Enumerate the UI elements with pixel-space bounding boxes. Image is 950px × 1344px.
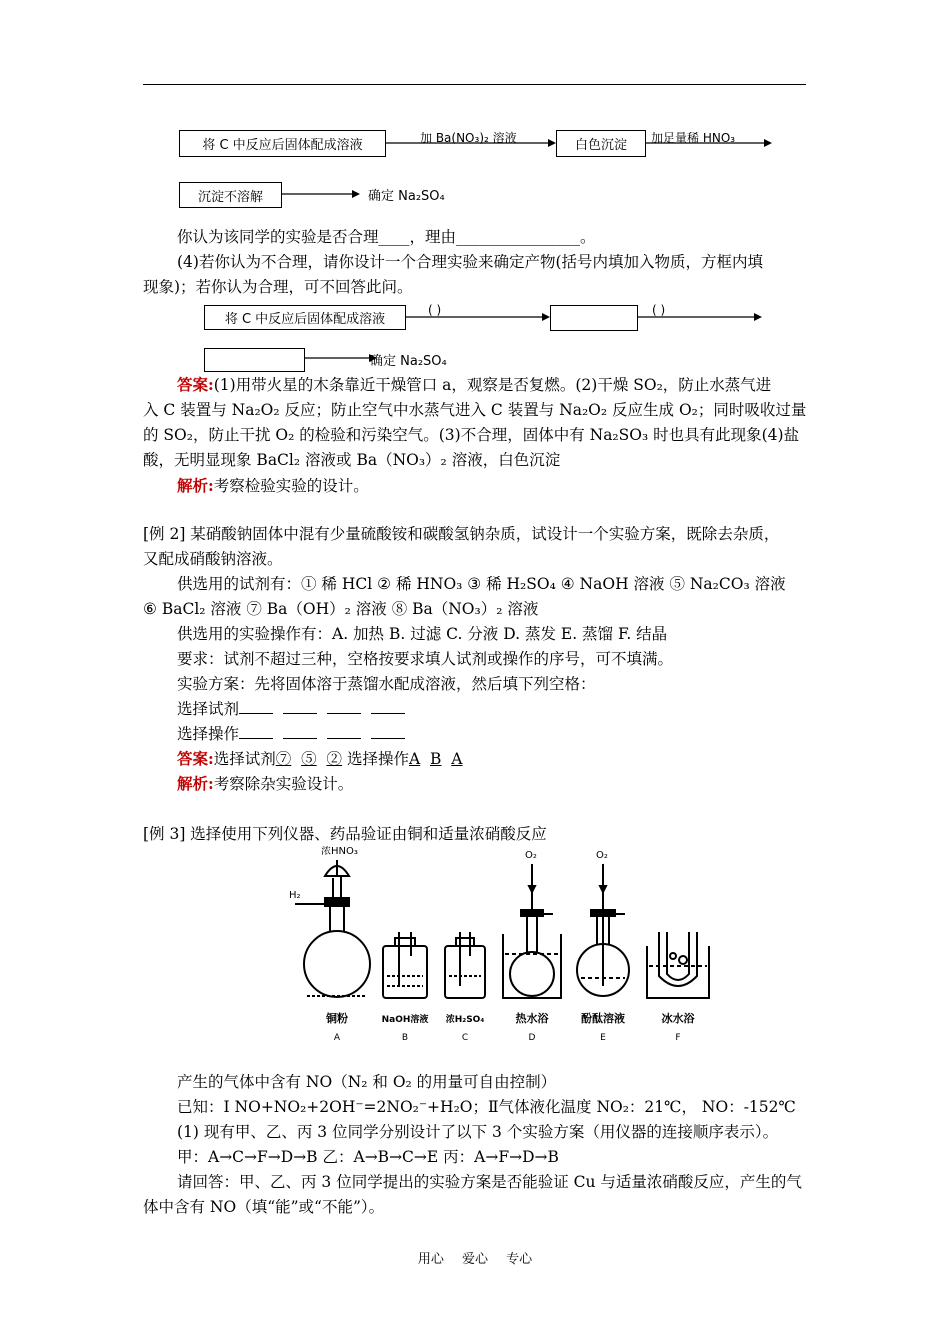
analysis1-text: 考察检验实验的设计。 — [213, 477, 369, 495]
header-rule — [143, 84, 806, 85]
apparatus-e-name: 酚酞溶液 — [581, 1012, 625, 1025]
apparatus-f-name: 冰水浴 — [661, 1012, 695, 1025]
flow2-paren1: ( ) — [428, 303, 442, 317]
answer-label: 答案: — [177, 375, 214, 394]
label-o2-e: O₂ — [596, 850, 608, 861]
flow1-arrow1-label: 加 Ba(NO₃)₂ 溶液 — [420, 131, 517, 145]
flow1-arrow3 — [282, 189, 360, 201]
answer-reagent-3: ② — [326, 750, 343, 768]
u-tube-f — [647, 932, 709, 998]
apparatus-d-letter: D — [528, 1033, 536, 1043]
ex3-title: [例 3] 选择使用下列仪器、药品验证由铜和适量浓硝酸反应 — [143, 825, 547, 843]
flow1-arrow2-label: 加足量稀 HNO₃ — [651, 131, 736, 145]
flow2-result: 确定 Na₂SO₄ — [370, 354, 447, 369]
answer1-line2: 入 C 装置与 Na₂O₂ 反应；防止空气中水蒸气进入 C 装置与 Na₂O₂ 反应生成 O₂；同时吸收过量 — [143, 401, 807, 419]
q3-line: 你认为该同学的实验是否合理____，理由________________。 — [177, 228, 596, 246]
apparatus-b-letter: B — [401, 1033, 409, 1043]
flow1-result: 确定 Na₂SO₄ — [368, 189, 445, 204]
apparatus-c-name: 浓H₂SO₄ — [445, 1015, 485, 1025]
apparatus-a-letter: A — [333, 1033, 341, 1043]
bottle-c — [445, 932, 485, 998]
ex3-line1: 产生的气体中含有 NO（N₂ 和 O₂ 的用量可自由控制） — [177, 1073, 557, 1091]
apparatus-a-name: 铜粉 — [326, 1012, 348, 1025]
flow1-box-solution: 将 C 中反应后固体配成溶液 — [179, 130, 386, 157]
answer-label: 答案: — [177, 749, 214, 768]
flask-a — [295, 860, 370, 997]
ex2-line2: 又配成硝酸钠溶液。 — [143, 550, 283, 568]
answer1-line3: 的 SO₂，防止干扰 O₂ 的检验和污染空气。(3)不合理，固体中有 Na₂SO₃ 时也具有此现象(4)盐 — [143, 426, 800, 444]
ex2-select-reagent — [177, 697, 847, 721]
answer-reagent-text: 选择试剂 — [213, 750, 276, 768]
analysis-label: 解析: — [177, 476, 214, 495]
answer-reagent-1: ⑦ — [275, 750, 292, 768]
ex2-reagents-1: 供选用的试剂有：① 稀 HCl ② 稀 HNO₃ ③ 稀 H₂SO₄ ④ NaOH 溶液 ⑤ Na₂CO₃ 溶液 — [177, 575, 786, 593]
label-h2: H₂ — [289, 890, 301, 901]
apparatus-f-letter: F — [675, 1033, 681, 1043]
answer-op-2: B — [430, 750, 442, 768]
flow2-paren2: ( ) — [652, 303, 666, 317]
flow1-arrow1 — [386, 138, 556, 150]
q4-line-2: 现象)；若你认为合理，可不回答此问。 — [143, 278, 413, 296]
answer1-text1: (1)用带火星的木条靠近干燥管口 a，观察是否复燃。(2)干燥 SO₂，防止水蒸气进 — [213, 376, 772, 394]
analysis2-text: 考察除杂实验设计。 — [213, 775, 354, 793]
select-op-label: 选择操作 — [177, 725, 240, 743]
ex2-line1: [例 2] 某硝酸钠固体中混有少量硫酸铵和碳酸氢钠杂质，试设计一个实验方案，既除去杂质， — [143, 525, 780, 543]
page-footer: 用心 爱心 专心 — [417, 1252, 533, 1267]
analysis1-line — [177, 474, 847, 498]
ex2-plan: 实验方案：先将固体溶于蒸馏水配成溶液，然后填下列空格： — [177, 675, 596, 693]
flow1-arrow2 — [646, 138, 774, 150]
label-conc-hno3: 浓HNO₃ — [321, 846, 358, 857]
flow2-arrow3 — [305, 353, 377, 365]
ex3-line3: (1) 现有甲、乙、丙 3 位同学分别设计了以下 3 个实验方案（用仪器的连接顺序表示）。 — [177, 1123, 779, 1141]
analysis2-line — [177, 772, 847, 796]
flask-d — [503, 864, 561, 998]
ex2-requirement: 要求：试剂不超过三种，空格按要求填人试剂或操作的序号，可不填满。 — [177, 650, 674, 668]
answer-op-3: A — [451, 750, 463, 768]
q4-line-1: (4)若你认为不合理，请你设计一个合理实验来确定产物(括号内填加入物质，方框内填 — [177, 253, 764, 271]
flow2-blank-box2 — [204, 348, 305, 372]
flow2-arrow2 — [638, 312, 762, 324]
apparatus-b-name: NaOH溶液 — [381, 1015, 429, 1025]
ex2-operations: 供选用的实验操作有：A. 加热 B. 过滤 C. 分液 D. 蒸发 E. 蒸馏 F. 结晶 — [177, 625, 668, 643]
apparatus-c-letter: C — [461, 1033, 469, 1043]
apparatus-figure — [285, 846, 725, 1046]
answer-op-text: 选择操作 — [346, 750, 409, 768]
ex3-line5: 请回答：甲、乙、丙 3 位同学提出的实验方案是否能验证 Cu 与适量浓硝酸反应，产生的气 — [177, 1173, 802, 1191]
bottle-b — [383, 932, 427, 998]
answer1-line4: 酸，无明显现象 BaCl₂ 溶液或 Ba（NO₃）₂ 溶液，白色沉淀 — [143, 451, 561, 469]
flow2-blank-box1 — [550, 305, 638, 331]
flow2-arrow1 — [406, 312, 550, 324]
ex2-select-op — [177, 722, 847, 746]
ex2-answer — [177, 747, 847, 771]
ex2-reagents-2: ⑥ BaCl₂ 溶液 ⑦ Ba（OH）₂ 溶液 ⑧ Ba（NO₃）₂ 溶液 — [143, 600, 539, 618]
apparatus-d-name: 热水浴 — [515, 1012, 549, 1025]
answer-op-1: A — [408, 750, 421, 768]
apparatus-e-letter: E — [600, 1033, 606, 1043]
flow1-box-insoluble: 沉淀不溶解 — [179, 182, 282, 208]
ex3-line6: 体中含有 NO（填“能”或“不能”）。 — [143, 1198, 385, 1216]
flow2-box-solution: 将 C 中反应后固体配成溶液 — [204, 305, 406, 330]
analysis-label: 解析: — [177, 774, 214, 793]
ex3-line4: 甲：A→C→F→D→B 乙：A→B→C→E 丙：A→F→D→B — [177, 1148, 559, 1166]
ex3-line2: 已知：Ⅰ NO+NO₂+2OH⁻=2NO₂⁻+H₂O；Ⅱ气体液化温度 NO₂：21℃， NO：-152℃ — [177, 1098, 796, 1116]
answer-reagent-2: ⑤ — [301, 750, 317, 768]
flask-e — [577, 864, 629, 996]
label-o2-d: O₂ — [525, 850, 537, 861]
answer1-line1 — [177, 373, 847, 397]
select-reagent-label: 选择试剂 — [177, 700, 240, 718]
flow1-box-precipitate: 白色沉淀 — [556, 130, 646, 157]
